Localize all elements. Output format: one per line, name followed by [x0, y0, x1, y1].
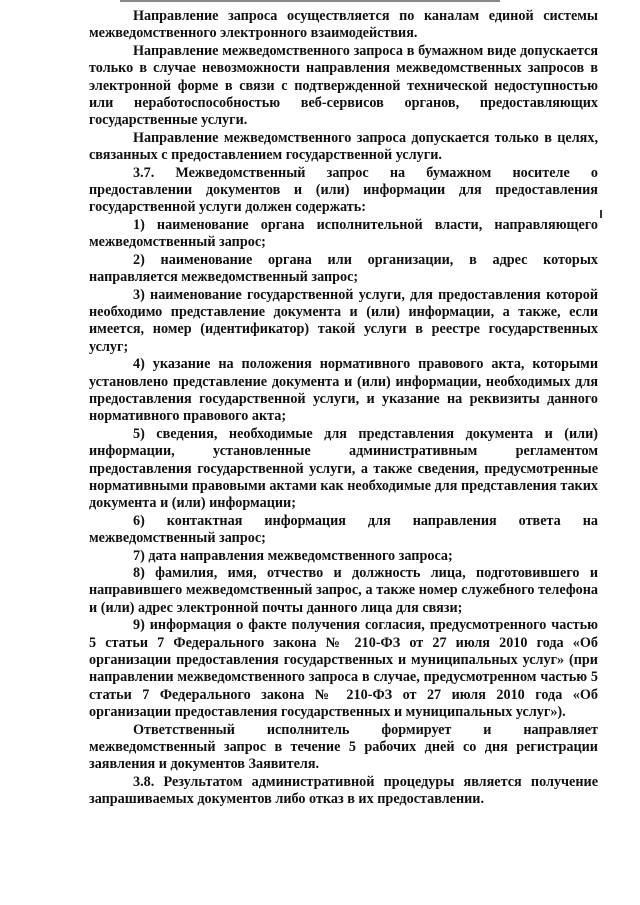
section-3-7: 3.7. Межведомственный запрос на бумажном носителе о предоставлении документов и (или) информации для предоставления государственной услуги должен содержать: [89, 164, 598, 216]
paragraph: Направление запроса осуществляется по каналам единой системы межведомственного электронного взаимодействия. [89, 8, 598, 42]
paragraph: Направление межведомственного запроса допускается только в целях, связанных с предоставлением государственной услуги. [89, 129, 598, 164]
paragraph: Направление межведомственного запроса в бумажном виде допускается только в случае невозможности направления межведомственных запросов в электронной форме в связи с подтвержденной технической недоступностью или неработоспособностью веб-сервисов органов, предоставляющих государственные услуги. [89, 42, 598, 129]
list-item-8: 8) фамилия, имя, отчество и должность лица, подготовившего и направившего межведомственный запрос, а также номер служебного телефона и (или) адрес электронной почты данного лица для связи; [89, 565, 598, 616]
scan-top-edge [120, 0, 500, 2]
scan-margin-mark [600, 210, 602, 218]
list-item-7: 7) дата направления межведомственного запроса; [133, 547, 453, 564]
list-item-4: 4) указание на положения нормативного правового акта, которыми установлено представление документа и (или) информации, необходимых для предоставления государственной услуги, и указание на реквизиты данного нормативного правового акта; [89, 356, 598, 425]
list-item-3: 3) наименование государственной услуги, для предоставления которой необходимо представление документа и (или) информации, а также, если имеется, номер (идентификатор) такой услуги в реестре государственных услуг; [89, 286, 598, 355]
list-item-1: 1) наименование органа исполнительной власти, направляющего межведомственный запрос; [89, 216, 598, 251]
list-item-6: 6) контактная информация для направления ответа на межведомственный запрос; [89, 512, 598, 547]
paragraph: Ответственный исполнитель формирует и направляет межведомственный запрос в течение 5 рабочих дней со дня регистрации заявления и документов Заявителя. [89, 721, 598, 773]
list-item-5: 5) сведения, необходимые для представления документа и (или) информации, установленные административным регламентом предоставления государственной услуги, а также сведения, предусмотренные нормативными правовыми актами как необходимые для представления таких документа и (или) информации; [89, 425, 598, 512]
list-item-9: 9) информация о факте получения согласия, предусмотренного частью 5 статьи 7 Федерального закона № 210-ФЗ от 27 июля 2010 года «Об организации предоставления государственных и муниципальных услуг» (при направлении межведомственного запроса в случае, предусмотренном частью 5 статьи 7 Федерального закона № 210-ФЗ от 27 июля 2010 года «Об организации предоставления государственных и муниципальных услуг»). [89, 617, 598, 721]
document-page [89, 8, 598, 809]
list-item-2: 2) наименование органа или организации, в адрес которых направляется межведомственный запрос; [89, 251, 598, 286]
section-3-8: 3.8. Результатом административной процедуры является получение запрашиваемых документов либо отказ в их предоставлении. [89, 773, 598, 808]
